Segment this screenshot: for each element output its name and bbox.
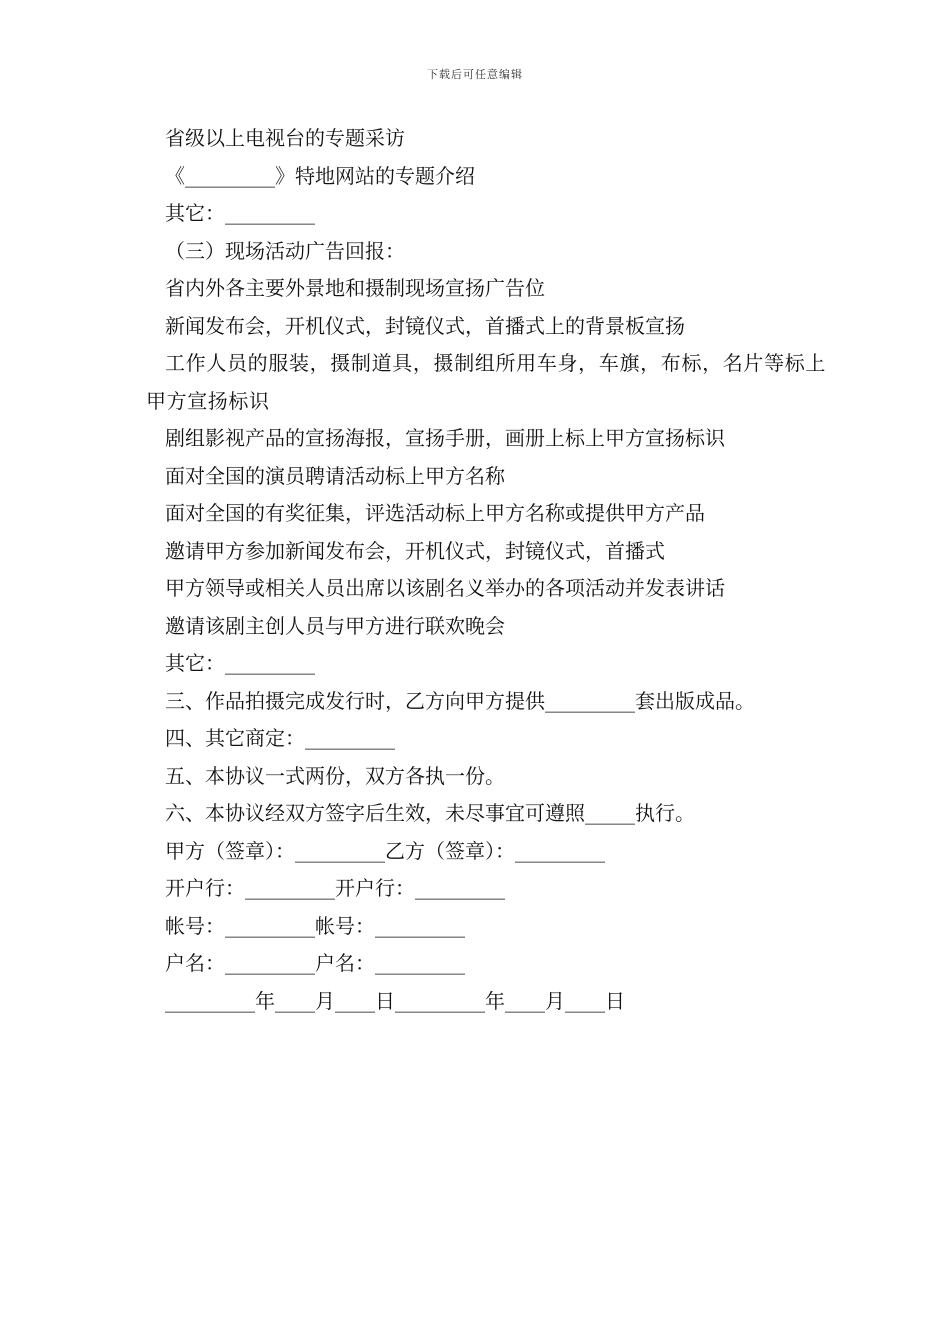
clause-four: 四、其它商定：_________	[165, 726, 395, 750]
paragraph: 其它：_________	[165, 201, 315, 225]
paragraph: 《_________》特地网站的专题介绍	[165, 163, 475, 188]
date-line: _________年____月____日_________年____月____日	[165, 988, 625, 1013]
paragraph: 邀请该剧主创人员与甲方进行联欢晚会	[165, 613, 505, 638]
bank-line: 开户行：_________开户行：_________	[165, 876, 505, 900]
account-number-line: 帐号：_________帐号：_________	[165, 913, 465, 938]
paragraph: 新闻发布会，开机仪式，封镜仪式，首播式上的背景板宣扬	[165, 313, 685, 338]
page-header: 下载后可任意编辑	[427, 68, 523, 81]
paragraph: 邀请甲方参加新闻发布会，开机仪式，封镜仪式，首播式	[165, 538, 665, 563]
account-name-line: 户名：_________户名：_________	[165, 951, 465, 975]
clause-three: 三、作品拍摄完成发行时，乙方向甲方提供_________套出版成品。	[165, 688, 755, 713]
paragraph: 省级以上电视台的专题采访	[165, 126, 405, 150]
paragraph: 甲方领导或相关人员出席以该剧名义举办的各项活动并发表讲话	[165, 576, 725, 600]
section-heading: （三）现场活动广告回报：	[165, 238, 405, 263]
clause-six: 六、本协议经双方签字后生效，未尽事宜可遵照_____执行。	[165, 801, 695, 825]
paragraph: 面对全国的演员聘请活动标上甲方名称	[165, 463, 505, 488]
document-body	[146, 120, 826, 1020]
paragraph: 省内外各主要外景地和摄制现场宣扬广告位	[165, 276, 545, 300]
clause-five: 五、本协议一式两份，双方各执一份。	[165, 763, 505, 788]
paragraph: 工作人员的服装，摄制道具，摄制组所用车身，车旗，布标，名片等标上甲方宣扬标识	[146, 351, 826, 413]
signature-line: 甲方（签章）：_________乙方（签章）：_________	[165, 838, 605, 863]
paragraph: 其它：_________	[165, 651, 315, 675]
paragraph: 剧组影视产品的宣扬海报，宣扬手册，画册上标上甲方宣扬标识	[165, 426, 725, 450]
paragraph: 面对全国的有奖征集，评选活动标上甲方名称或提供甲方产品	[165, 501, 705, 525]
